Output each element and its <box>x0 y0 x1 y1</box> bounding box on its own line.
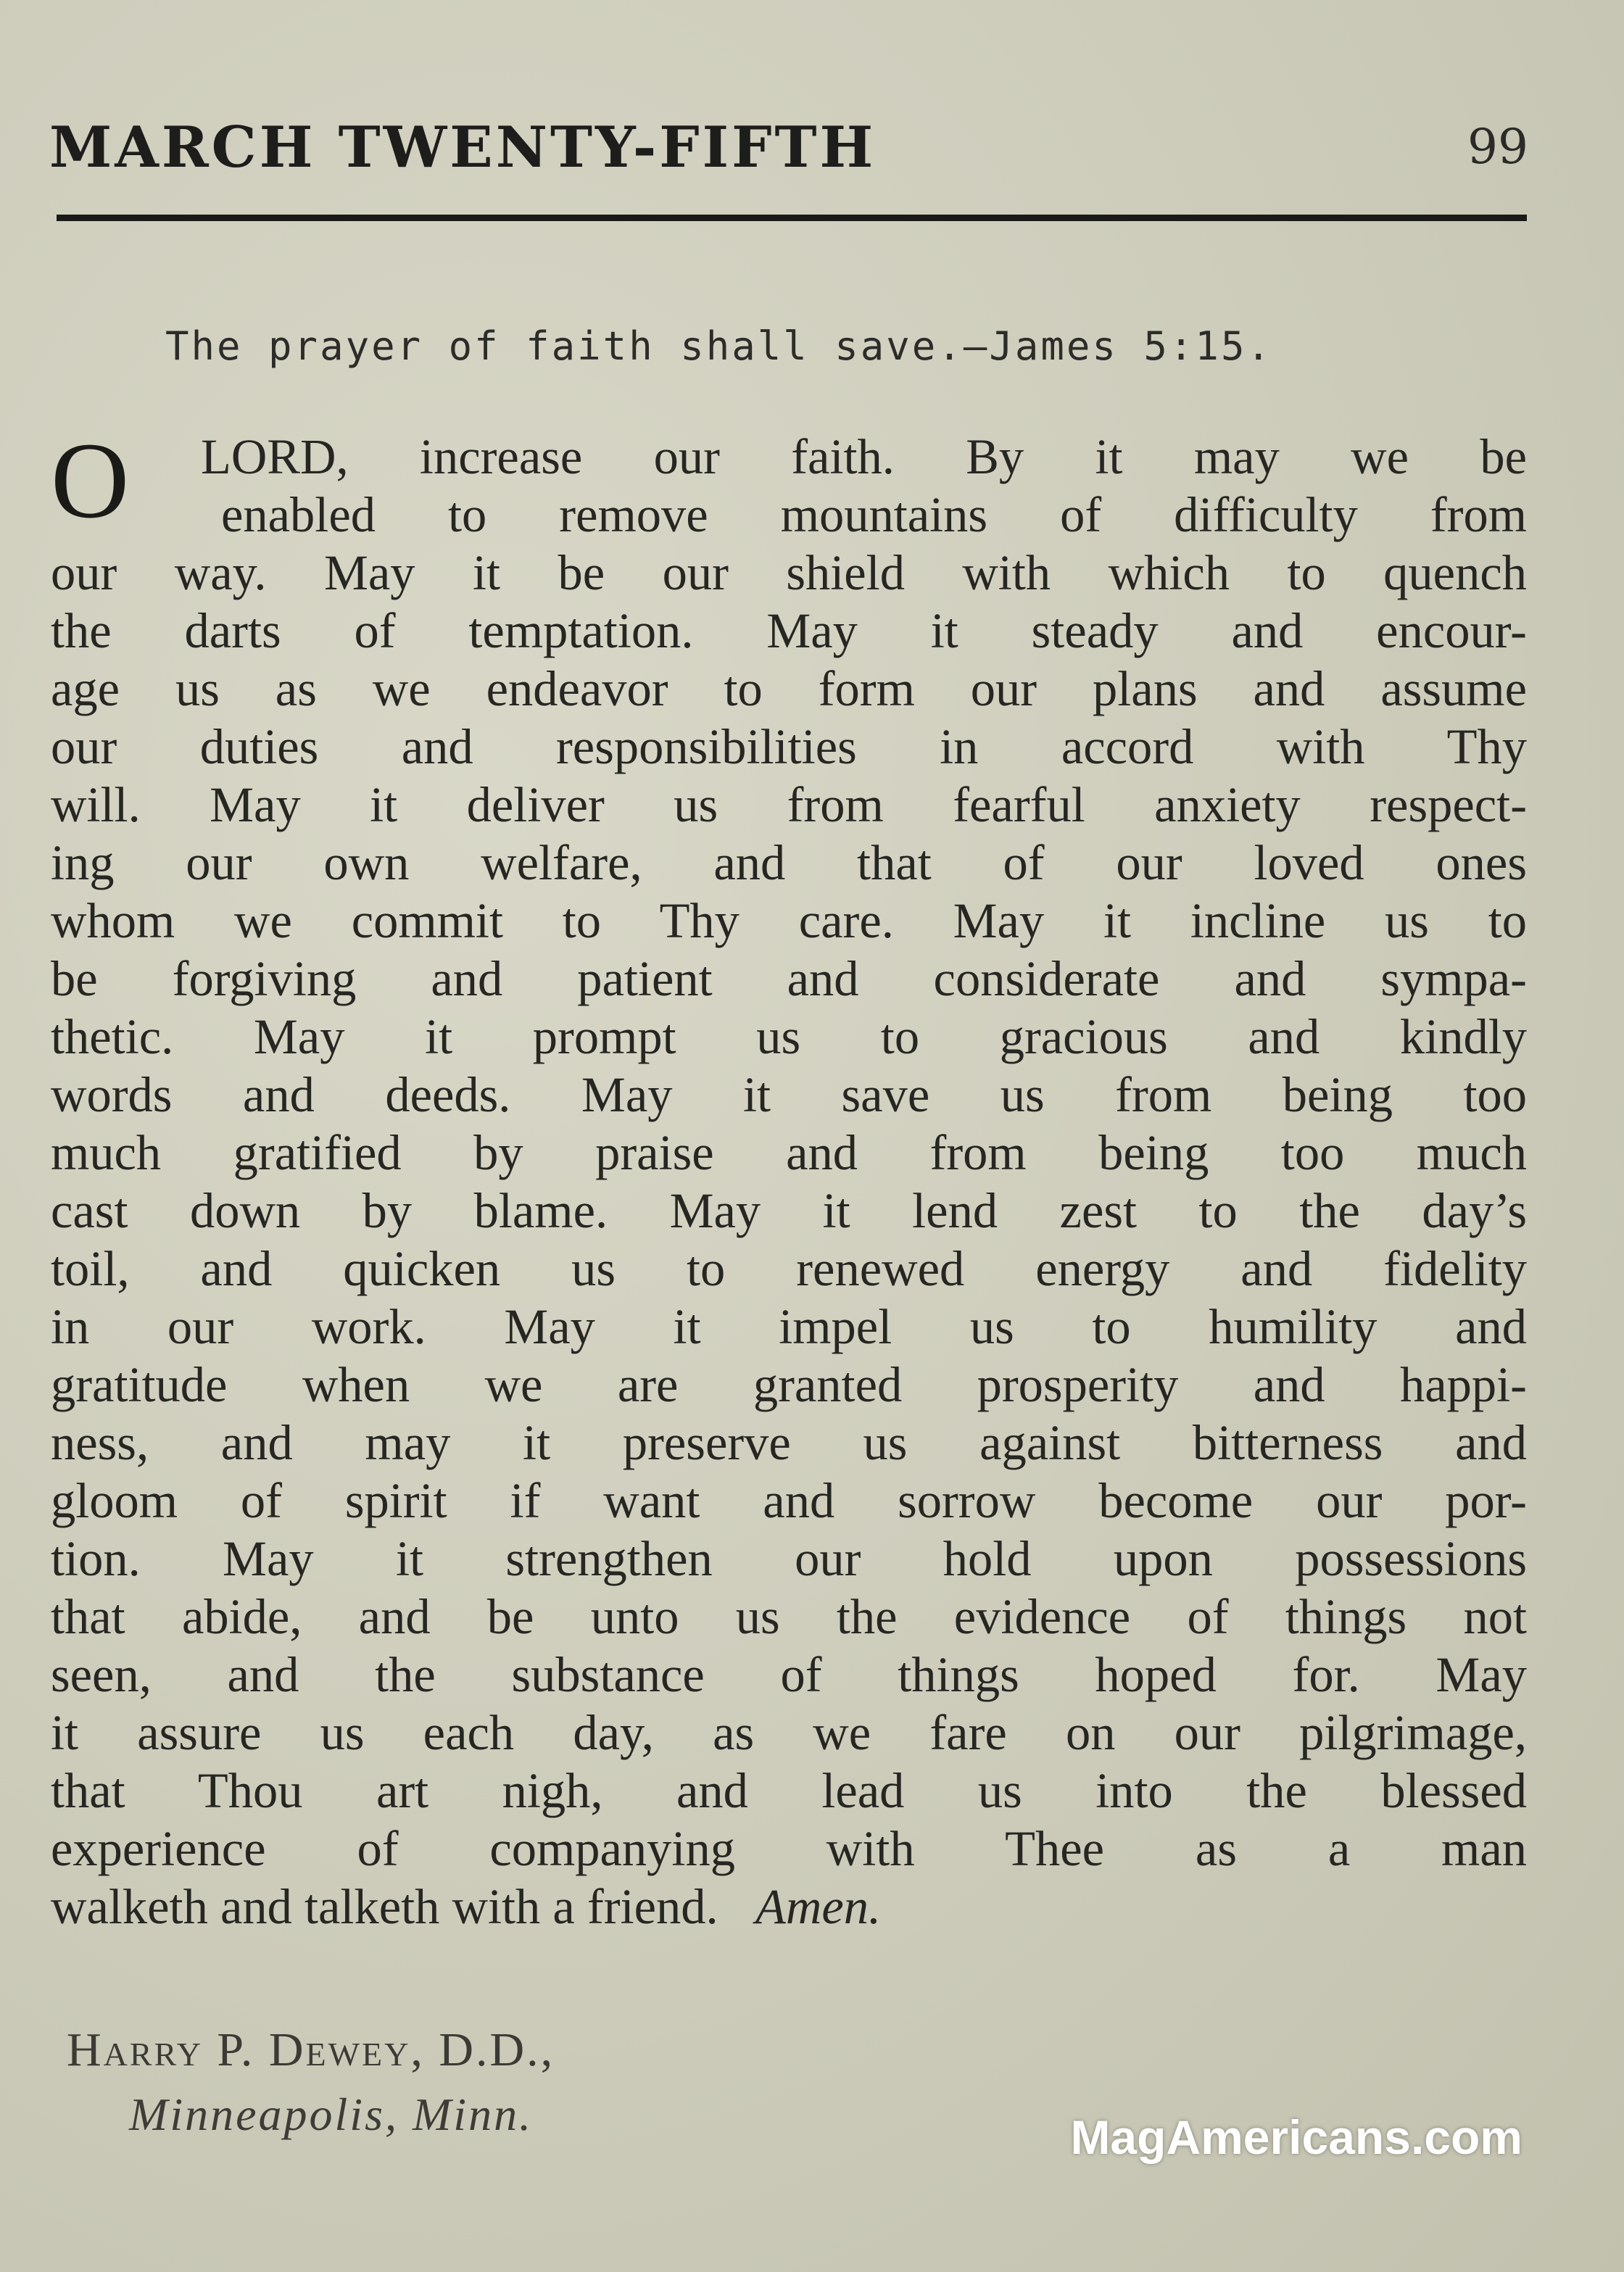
prayer-line: ness, and may it preserve us against bitterness and <box>51 1415 1527 1470</box>
watermark: MagAmericans.com <box>1070 2110 1522 2164</box>
prayer-line: whom we commit to Thy care. May it incline us to <box>51 893 1527 948</box>
prayer-line: in our work. May it impel us to humility and <box>51 1299 1527 1354</box>
header-rule <box>57 215 1527 221</box>
prayer-line: thetic. May it prompt us to gracious and kindly <box>51 1009 1527 1064</box>
prayer-line: enabled to remove mountains of difficulty from <box>221 487 1527 542</box>
prayer-line: seen, and the substance of things hoped for. May <box>51 1647 1527 1702</box>
prayer-line: toil, and quicken us to renewed energy and fidelity <box>51 1241 1527 1296</box>
prayer-line: that abide, and be unto us the evidence of things not <box>51 1589 1527 1644</box>
prayer-line: our duties and responsibilities in accord with Thy <box>51 719 1527 774</box>
page-number: 99 <box>1467 119 1528 175</box>
running-head: MARCH TWENTY-FIFTH <box>49 115 877 181</box>
prayer-line: will. May it deliver us from fearful anxiety respect- <box>51 777 1527 832</box>
author-name: Harry P. Dewey, D.D., <box>67 2023 555 2076</box>
epigraph: The prayer of faith shall save.—James 5:15. <box>165 323 1272 369</box>
prayer-line: gratitude when we are granted prosperity and happi- <box>51 1357 1527 1412</box>
prayer-line: gloom of spirit if want and sorrow become our por- <box>51 1473 1527 1528</box>
author-place: Minneapolis, Minn. <box>129 2089 534 2140</box>
prayer-line: the darts of temptation. May it steady and encour- <box>51 603 1527 658</box>
prayer-line: tion. May it strengthen our hold upon possessions <box>51 1531 1527 1586</box>
prayer-line: cast down by blame. May it lend zest to the day’s <box>51 1183 1527 1238</box>
prayer-body <box>51 420 1527 1936</box>
prayer-line: experience of companying with Thee as a man <box>51 1821 1527 1876</box>
prayer-line: our way. May it be our shield with which to quench <box>51 545 1527 600</box>
prayer-line: that Thou art nigh, and lead us into the blessed <box>51 1763 1527 1818</box>
prayer-line: age us as we endeavor to form our plans and assume <box>51 661 1527 716</box>
prayer-last-line <box>51 1878 1527 1936</box>
prayer-closing-text: walketh and talketh with a friend. <box>51 1879 718 1934</box>
prayer-line: it assure us each day, as we fare on our pilgrimage, <box>51 1705 1527 1760</box>
prayer-line: ing our own welfare, and that of our loved ones <box>51 835 1527 890</box>
prayer-opening <box>51 420 1527 544</box>
prayer-line: LORD, increase our faith. By it may we be <box>201 429 1527 484</box>
amen: Amen. <box>755 1879 882 1934</box>
prayer-line: be forgiving and patient and considerate and sympa- <box>51 951 1527 1006</box>
prayer-line: much gratified by praise and from being too much <box>51 1125 1527 1180</box>
prayer-line: words and deeds. May it save us from being too <box>51 1067 1527 1122</box>
drop-cap: O <box>51 420 130 541</box>
page-header <box>49 115 1528 180</box>
